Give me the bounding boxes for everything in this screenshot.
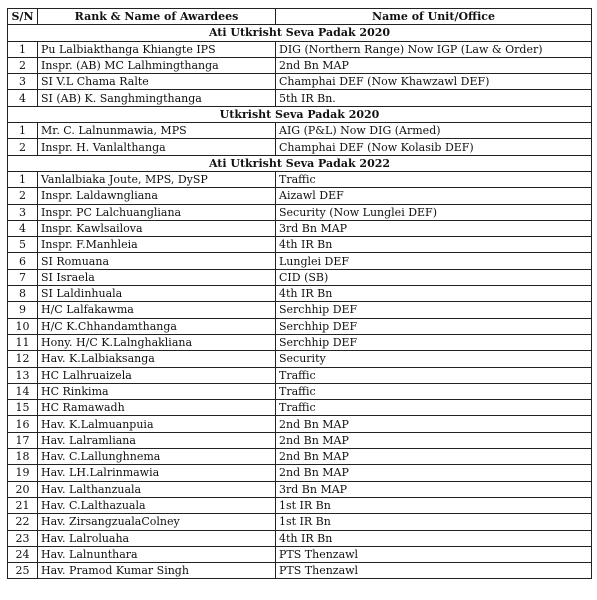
sn-cell: 8 [8,286,38,302]
awardee-name-cell: HC Rinkima [38,383,276,399]
unit-cell: 5th IR Bn. [276,90,592,106]
sn-cell: 10 [8,318,38,334]
unit-cell: Serchhip DEF [276,334,592,350]
unit-cell: AIG (P&L) Now DIG (Armed) [276,123,592,139]
awardee-name-cell: Inspr. H. Vanlalthanga [38,139,276,155]
table-row [8,204,592,220]
unit-cell: 1st IR Bn [276,497,592,513]
table-row [8,530,592,546]
sn-cell: 1 [8,41,38,57]
awardee-name-cell: HC Ramawadh [38,400,276,416]
unit-cell: 2nd Bn MAP [276,416,592,432]
sn-cell: 2 [8,188,38,204]
sn-cell: 15 [8,400,38,416]
sn-cell: 16 [8,416,38,432]
table-row [8,188,592,204]
awardee-name-cell: Pu Lalbiakthanga Khiangte IPS [38,41,276,57]
unit-cell: Traffic [276,367,592,383]
unit-cell: Traffic [276,383,592,399]
unit-cell: Aizawl DEF [276,188,592,204]
table-row [8,432,592,448]
table-row [8,481,592,497]
unit-cell: 4th IR Bn [276,530,592,546]
awardee-name-cell: Hav. Lalthanzuala [38,481,276,497]
table-row [8,253,592,269]
sn-cell: 2 [8,139,38,155]
sn-cell: 13 [8,367,38,383]
sn-cell: 7 [8,269,38,285]
table-row [8,383,592,399]
table-body [8,25,592,579]
unit-cell: 2nd Bn MAP [276,57,592,73]
sn-cell: 19 [8,465,38,481]
unit-cell: 3rd Bn MAP [276,481,592,497]
sn-cell: 24 [8,546,38,562]
unit-cell: Champhai DEF (Now Kolasib DEF) [276,139,592,155]
awardee-name-cell: Inspr. Laldawngliana [38,188,276,204]
awardee-name-cell: Hav. Lalramliana [38,432,276,448]
sn-cell: 2 [8,57,38,73]
unit-cell: Serchhip DEF [276,302,592,318]
unit-cell: Security [276,351,592,367]
unit-cell: CID (SB) [276,269,592,285]
sn-cell: 17 [8,432,38,448]
table-row [8,57,592,73]
awardee-name-cell: Mr. C. Lalnunmawia, MPS [38,123,276,139]
unit-cell: 4th IR Bn [276,286,592,302]
table-row [8,269,592,285]
table-row [8,400,592,416]
awardee-name-cell: H/C K.Chhandamthanga [38,318,276,334]
awardee-name-cell: Vanlalbiaka Joute, MPS, DySP [38,171,276,187]
table-row [8,334,592,350]
awardee-name-cell: SI Romuana [38,253,276,269]
table-row [8,351,592,367]
unit-cell: 2nd Bn MAP [276,432,592,448]
unit-cell: Traffic [276,400,592,416]
table-row [8,416,592,432]
sn-cell: 12 [8,351,38,367]
unit-cell: Security (Now Lunglei DEF) [276,204,592,220]
unit-cell: Champhai DEF (Now Khawzawl DEF) [276,74,592,90]
unit-cell: PTS Thenzawl [276,546,592,562]
section-title: Utkrisht Seva Padak 2020 [8,106,592,122]
awardee-name-cell: SI (AB) K. Sanghmingthanga [38,90,276,106]
unit-cell: 4th IR Bn [276,237,592,253]
header-name: Rank & Name of Awardees [38,9,276,25]
section-header-row [8,155,592,171]
unit-cell: 2nd Bn MAP [276,449,592,465]
sn-cell: 18 [8,449,38,465]
section-header-row [8,106,592,122]
awardee-name-cell: H/C Lalfakawma [38,302,276,318]
section-title: Ati Utkrisht Seva Padak 2020 [8,25,592,41]
section-title: Ati Utkrisht Seva Padak 2022 [8,155,592,171]
awardee-name-cell: Hony. H/C K.Lalnghakliana [38,334,276,350]
table-row [8,449,592,465]
table-row [8,90,592,106]
table-row [8,497,592,513]
sn-cell: 23 [8,530,38,546]
sn-cell: 25 [8,563,38,579]
awardee-name-cell: Inspr. F.Manhleia [38,237,276,253]
sn-cell: 20 [8,481,38,497]
awardee-name-cell: Inspr. Kawlsailova [38,220,276,236]
unit-cell: DIG (Northern Range) Now IGP (Law & Order) [276,41,592,57]
sn-cell: 3 [8,74,38,90]
awardee-name-cell: Hav. Pramod Kumar Singh [38,563,276,579]
sn-cell: 1 [8,123,38,139]
table-row [8,139,592,155]
sn-cell: 11 [8,334,38,350]
awardee-name-cell: Hav. Lalnunthara [38,546,276,562]
sn-cell: 22 [8,514,38,530]
table-row [8,318,592,334]
awardee-name-cell: Inspr. (AB) MC Lalhmingthanga [38,57,276,73]
table-row [8,465,592,481]
unit-cell: 2nd Bn MAP [276,465,592,481]
sn-cell: 5 [8,237,38,253]
unit-cell: Traffic [276,171,592,187]
table-row [8,367,592,383]
sn-cell: 6 [8,253,38,269]
header-unit: Name of Unit/Office [276,9,592,25]
awardee-name-cell: Inspr. PC Lalchuangliana [38,204,276,220]
header-sn: S/N [8,9,38,25]
table-row [8,123,592,139]
awardee-name-cell: SI Israela [38,269,276,285]
sn-cell: 4 [8,220,38,236]
table-row [8,286,592,302]
awardee-name-cell: HC Lalhruaizela [38,367,276,383]
awardee-name-cell: Hav. ZirsangzualaColney [38,514,276,530]
unit-cell: 1st IR Bn [276,514,592,530]
sn-cell: 1 [8,171,38,187]
table-row [8,171,592,187]
table-row [8,302,592,318]
awardee-name-cell: Hav. K.Lalbiaksanga [38,351,276,367]
sn-cell: 4 [8,90,38,106]
awardee-name-cell: Hav. Lalroluaha [38,530,276,546]
table-row [8,41,592,57]
table-row [8,563,592,579]
table-row [8,74,592,90]
awardee-name-cell: SI V.L Chama Ralte [38,74,276,90]
unit-cell: 3rd Bn MAP [276,220,592,236]
section-header-row [8,25,592,41]
awardee-name-cell: SI Laldinhuala [38,286,276,302]
awardee-name-cell: Hav. K.Lalmuanpuia [38,416,276,432]
awardee-name-cell: Hav. C.Lalthazuala [38,497,276,513]
sn-cell: 9 [8,302,38,318]
table-row [8,237,592,253]
header-row [8,9,592,25]
awardees-table [7,8,592,579]
unit-cell: Lunglei DEF [276,253,592,269]
sn-cell: 14 [8,383,38,399]
table-row [8,546,592,562]
sn-cell: 21 [8,497,38,513]
unit-cell: Serchhip DEF [276,318,592,334]
table-row [8,514,592,530]
sn-cell: 3 [8,204,38,220]
unit-cell: PTS Thenzawl [276,563,592,579]
awardee-name-cell: Hav. C.Lallunghnema [38,449,276,465]
awardee-name-cell: Hav. LH.Lalrinmawia [38,465,276,481]
table-row [8,220,592,236]
